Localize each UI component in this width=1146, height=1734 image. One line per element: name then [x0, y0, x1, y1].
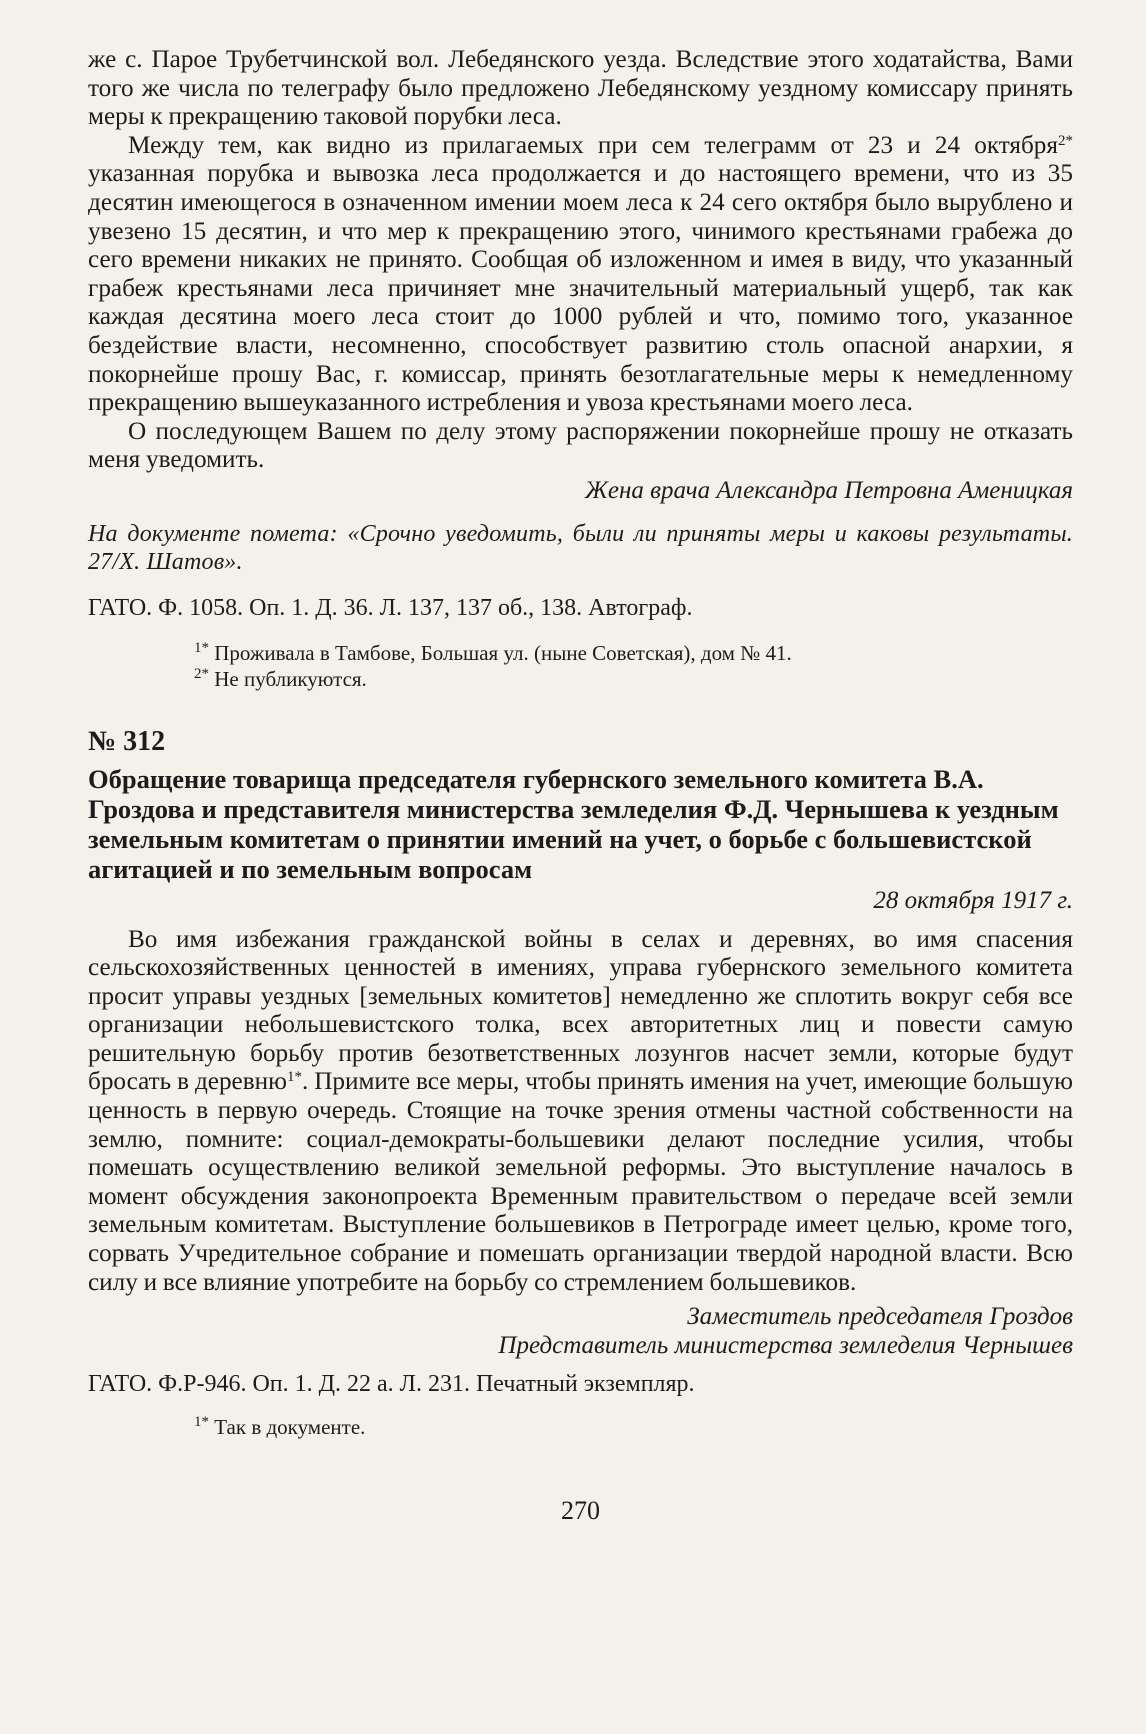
- footnote-ref-1: 1*: [286, 1069, 302, 1086]
- document-body: [88, 926, 1073, 1298]
- signature-grozdov: Заместитель председателя Гроздов: [687, 1303, 1073, 1331]
- signature-amenitskaya: Жена врача Александра Петровна Аменицкая: [584, 476, 1073, 504]
- paragraph-2-text-b: указанная порубка и вывозка леса продолжается и до настоящего времени, что из 35 десятин имеющегося в означенном имении моем леса к 24 сего октября было вырублено и увезено 15 десятин, и что мер к прекращению этого, чинимого крестьянами грабежа до сего времени никаких не принято. Сообщая об изложенном и имея в виду, что указанный грабеж крестьянами леса причиняет мне значительный материальный ущерб, так как каждая десятина моего леса стоит до 1000 рублей и что, помимо того, указанное бездействие власти, несомненно, способствует развитию столь опасной анархии, я покорнейше прошу Вас, г. комиссар, принять безотлагательные меры к немедленному прекращению вышеуказанного истребления и увоза крестьянами моего леса.: [88, 160, 1073, 417]
- paragraph-2: [88, 132, 1073, 418]
- paragraph-1: же с. Пароe Трубетчинской вол. Лебедянского уезда. Вследствие этого ходатайства, Вами того же числа по телеграфу было предложено Лебедянскому уездному комиссару принять меры к прекращению таковой порубки леса.: [88, 46, 1073, 131]
- body-text-a: Во имя избежания гражданской войны в селах и деревнях, во имя спасения сельскохозяйственных ценностей в имениях, управа губернского земельного комитета просит управы уездных [земельных комитетов] немедленно же сплотить вокруг себя все организации небольшевистского толка, всех авторитетных лиц и повести самую решительную борьбу против безответственных лозунгов насчет земли, которые будут бросать в деревню: [88, 925, 1073, 1096]
- document-note: На документе помета: «Срочно уведомить, были ли приняты меры и каковы результаты. 27/X. Шатов».: [88, 520, 1073, 575]
- paragraph-2-text-a: Между тем, как видно из прилагаемых при сем телеграмм от 23 и 24 октября: [128, 131, 1058, 159]
- archive-reference-2: ГАТО. Ф.Р-946. Оп. 1. Д. 22 а. Л. 231. Печатный экземпляр.: [88, 1371, 695, 1398]
- footnote-mark: 1*: [194, 639, 209, 656]
- footnote-mark: 2*: [194, 665, 209, 682]
- footnote-1: [194, 640, 1073, 666]
- footnote-ref-2: 2*: [1058, 132, 1073, 149]
- archive-reference-1: ГАТО. Ф. 1058. Оп. 1. Д. 36. Л. 137, 137 об., 138. Автограф.: [88, 594, 693, 621]
- paragraph-3: О последующем Вашем по делу этому распоряжении покорнейше прошу не отказать меня уведомить.: [88, 417, 1073, 474]
- page-number: 270: [561, 1496, 600, 1526]
- page-content: [88, 46, 1073, 1526]
- footnote-doc312: [194, 1414, 1073, 1440]
- footnote-2: [194, 666, 1073, 692]
- document-title: Обращение товарища председателя губернского земельного комитета В.А. Гроздова и представителя министерства земледелия Ф.Д. Чернышева к уездным земельным комитетам о принятии имений на учет, о борьбе с большевистской агитацией и по земельным вопросам: [88, 763, 1059, 884]
- footnote-text: Так в документе.: [209, 1415, 366, 1440]
- footnotes-1: [88, 640, 1073, 692]
- footnote-text: Не публикуются.: [209, 666, 367, 691]
- footnote-text: Проживала в Тамбове, Большая ул. (ныне Советская), дом № 41.: [209, 640, 792, 665]
- document-number: № 312: [88, 725, 166, 757]
- document-date: 28 октября 1917 г.: [873, 886, 1073, 914]
- footnote-mark: 1*: [194, 1414, 209, 1431]
- signature-chernyshev: Представитель министерства земледелия Чернышев: [498, 1331, 1073, 1359]
- body-text-b: . Примите все меры, чтобы принять имения на учет, имеющие большую ценность в первую очередь. Стоящие на точке зрения отмены частной собственности на землю, помните: социал-демократы-большевики делают последние усилия, чтобы помешать осуществлению великой земельной реформы. Это выступление началось в момент обсуждения законопроекта Временным правительством о передаче всей земли земельным комитетам. Выступление большевиков в Петрограде имеет целью, кроме того, сорвать Учредительное собрание и помешать организации твердой народной власти. Всю силу и все влияние употребите на борьбу со стремлением большевиков.: [88, 1068, 1073, 1296]
